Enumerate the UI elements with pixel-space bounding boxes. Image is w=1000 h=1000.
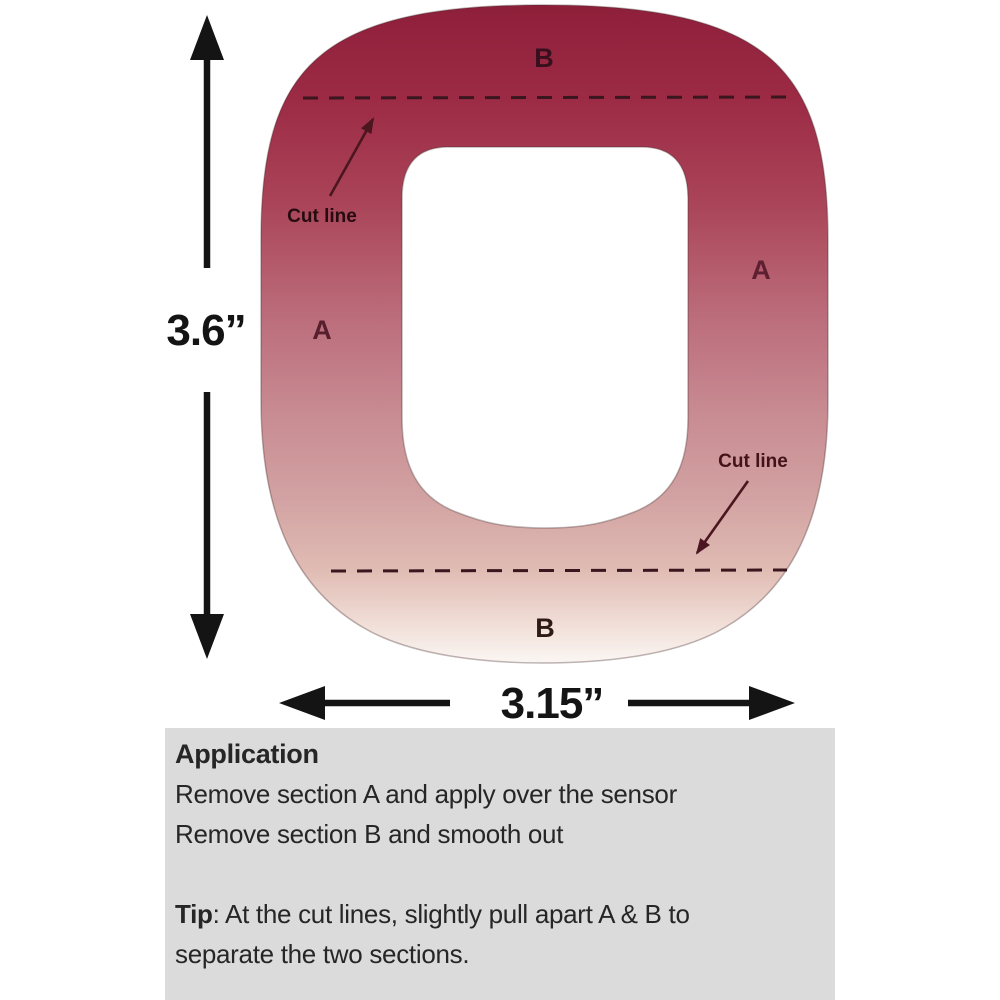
- section-label-b-top: B: [534, 43, 554, 73]
- application-heading: Application: [175, 739, 319, 769]
- instruction-line-1: Remove section A and apply over the sensor: [175, 779, 677, 809]
- height-arrowhead-down-icon: [190, 614, 224, 659]
- section-label-a-left: A: [312, 315, 332, 345]
- cut-line-bottom-label: Cut line: [718, 451, 788, 472]
- tip-rest-line1: : At the cut lines, slightly pull apart A & B to: [212, 899, 690, 929]
- section-label-b-bottom: B: [535, 613, 555, 643]
- panel-spacer: [175, 854, 821, 894]
- application-panel: [165, 728, 835, 1000]
- patch-shape: [261, 5, 828, 663]
- tip-line2: separate the two sections.: [175, 939, 470, 969]
- instruction-line-2: Remove section B and smooth out: [175, 819, 564, 849]
- height-arrowhead-up-icon: [190, 15, 224, 60]
- width-dimension-label: 3.15”: [500, 679, 604, 728]
- width-arrowhead-left-icon: [279, 686, 325, 720]
- cut-line-top-label: Cut line: [287, 206, 357, 227]
- tip-label: Tip: [175, 899, 213, 929]
- section-label-a-right: A: [751, 255, 771, 285]
- width-arrowhead-right-icon: [749, 686, 795, 720]
- height-dimension-label: 3.6”: [166, 306, 246, 355]
- tip-text: [175, 894, 821, 974]
